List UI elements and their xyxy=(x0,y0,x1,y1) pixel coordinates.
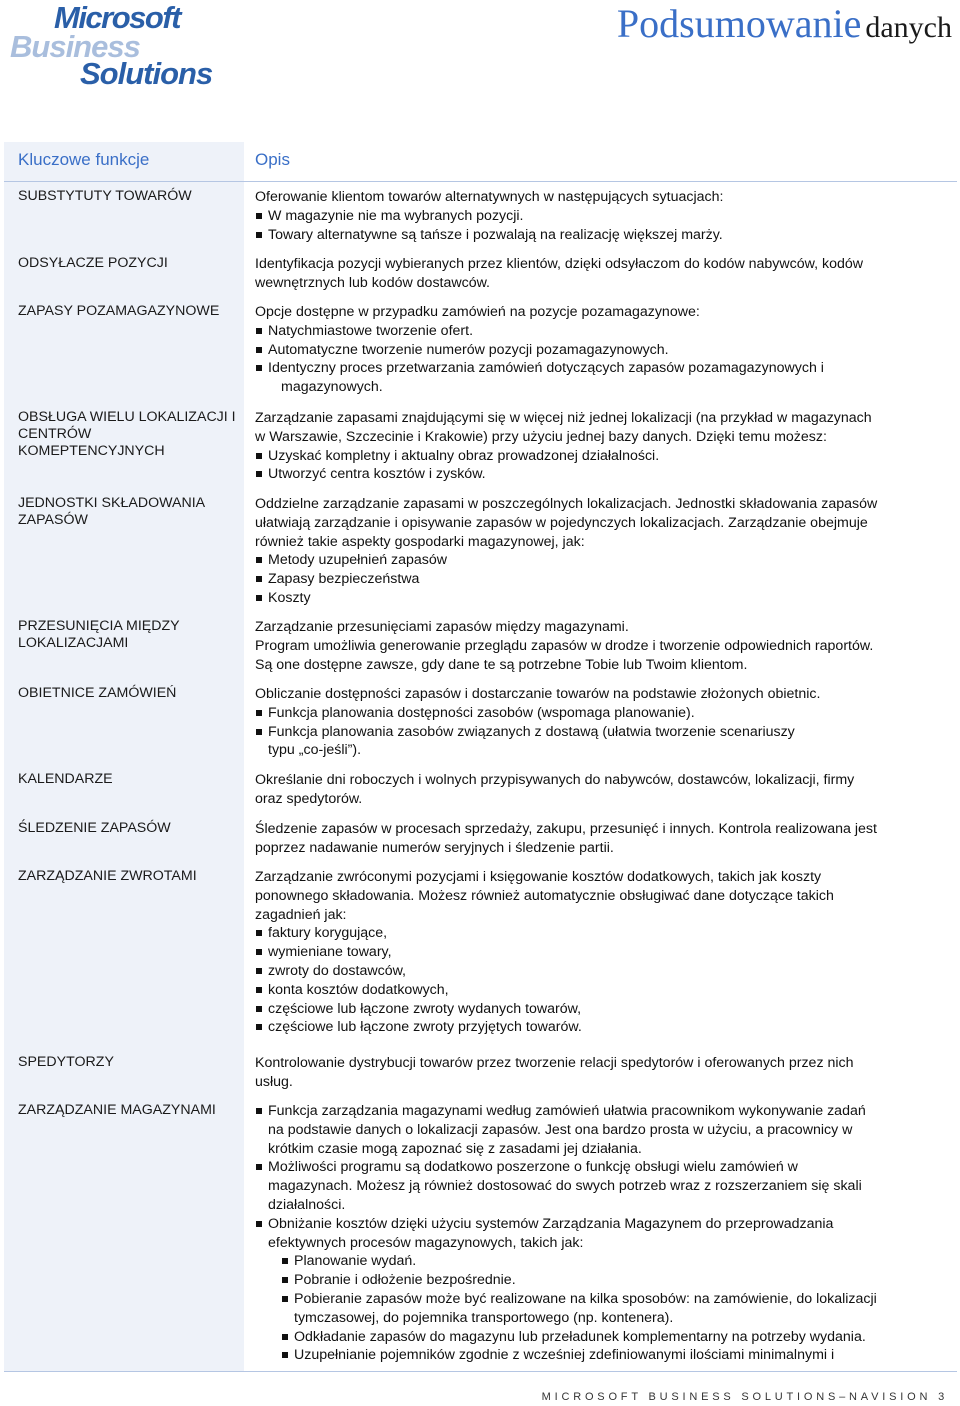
description-bullet: Funkcja planowania zasobów związanych z dostawą (ułatwia tworzenie scenariuszy xyxy=(255,723,955,742)
feature-name: ZARZĄDZANIE MAGAZYNAMI xyxy=(18,1102,216,1118)
description-bullet: Zapasy bezpieczeństwa xyxy=(255,570,955,589)
feature-name xyxy=(18,618,240,652)
feature-name xyxy=(18,495,240,529)
feature-description xyxy=(255,618,955,674)
page-footer: MICROSOFT BUSINESS SOLUTIONS–NAVISION 3 xyxy=(541,1391,948,1403)
feature-name-line: OBSŁUGA WIELU LOKALIZACJI I xyxy=(18,409,236,425)
description-bullet: Towary alternatywne są tańsze i pozwalają na realizację większej marży. xyxy=(255,226,955,245)
description-bullet: W magazynie nie ma wybranych pozycji. xyxy=(255,207,955,226)
logo-line-business: Business xyxy=(10,29,140,64)
feature-name: ZARZĄDZANIE ZWROTAMI xyxy=(18,868,197,884)
description-sub-bullet: Uzupełnianie pojemników zgodnie z wcześniej zdefiniowanymi ilościami minimalnymi i xyxy=(255,1346,955,1365)
feature-name xyxy=(18,409,240,460)
feature-name: ODSYŁACZE POZYCJI xyxy=(18,255,168,271)
description-text: Zarządzanie zwróconymi pozycjami i księgowanie kosztów dodatkowych, takich jak koszty xyxy=(255,869,822,885)
feature-description xyxy=(255,255,955,293)
description-bullet: Uzyskać kompletny i aktualny obraz prowadzonej działalności. xyxy=(255,447,955,466)
description-bullet: Koszty xyxy=(255,589,955,608)
feature-name: ŚLEDZENIE ZAPASÓW xyxy=(18,820,171,836)
feature-name: KALENDARZE xyxy=(18,771,113,787)
description-bullet: Obniżanie kosztów dzięki użyciu systemów Zarządzania Magazynem do przeprowadzania xyxy=(255,1215,955,1234)
description-text: również takie aspekty gospodarki magazynowej, jak: xyxy=(255,533,585,550)
description-bullet: faktury korygujące, xyxy=(255,924,955,943)
description-bullet: Automatyczne tworzenie numerów pozycji pozamagazynowych. xyxy=(255,341,955,360)
feature-name: ZAPASY POZAMAGAZYNOWE xyxy=(18,303,220,319)
description-bullet: Metody uzupełnień zapasów xyxy=(255,551,955,570)
description-bullet: częściowe lub łączone zwroty wydanych towarów, xyxy=(255,1000,955,1019)
feature-name-line: LOKALIZACJAMI xyxy=(18,635,129,651)
logo-line-microsoft: Microsoft xyxy=(54,0,180,35)
description-bullet: Identyczny proces przetwarzania zamówień dotyczących zapasów pozamagazynowych i xyxy=(255,359,955,378)
description-text: Kontrolowanie dystrybucji towarów przez tworzenie relacji spedytorów i oferowanych przez nich xyxy=(255,1055,854,1071)
feature-description xyxy=(255,303,955,397)
description-sub-bullet: Pobieranie zapasów może być realizowane na kilka sposobów: na zamówienie, do lokalizacji xyxy=(255,1290,955,1309)
description-bullet: Utworzyć centra kosztów i zysków. xyxy=(255,465,955,484)
description-bullet-continuation: działalności. xyxy=(268,1196,346,1213)
description-sub-bullet-continuation: tymczasowej, do pojemnika transportowego (np. kontenera). xyxy=(294,1309,674,1326)
column-header-features: Kluczowe funkcje xyxy=(18,150,150,169)
page-title-secondary: danych xyxy=(865,11,952,44)
description-text: Zarządzanie przesunięciami zapasów między magazynami. xyxy=(255,619,629,635)
feature-name-line: JEDNOSTKI SKŁADOWANIA xyxy=(18,495,206,511)
description-text: wewnętrznych lub kodów dostawców. xyxy=(255,274,491,291)
feature-name-line: PRZESUNIĘCIA MIĘDZY xyxy=(18,618,180,634)
description-text: Określanie dni roboczych i wolnych przypisywanych do nabywców, dostawców, lokalizacji, firmy xyxy=(255,772,855,788)
description-text: poprzez nadawanie numerów seryjnych i śledzenie partii. xyxy=(255,839,614,856)
description-sub-bullet: Planowanie wydań. xyxy=(255,1252,955,1271)
description-text: usług. xyxy=(255,1073,293,1090)
description-text: zagadnień jak: xyxy=(255,906,347,923)
description-text: Oferowanie klientom towarów alternatywnych w następujących sytuacjach: xyxy=(255,189,724,205)
description-bullet: Funkcja zarządzania magazynami według zamówień ułatwia pracownikom wykonywanie zadań xyxy=(255,1102,955,1121)
page-title-main: Podsumowanie xyxy=(616,1,862,46)
feature-description xyxy=(255,409,955,484)
description-text: Oddzielne zarządzanie zapasami w poszczególnych lokalizacjach. Jednostki składowania zapasów xyxy=(255,496,878,512)
feature-name-line: ZAPASÓW xyxy=(18,512,88,528)
feature-name: OBIETNICE ZAMÓWIEŃ xyxy=(18,685,177,701)
description-bullet: konta kosztów dodatkowych, xyxy=(255,981,955,1000)
page-title xyxy=(617,0,952,47)
header-divider xyxy=(4,181,957,182)
footer-divider xyxy=(4,1371,957,1372)
description-text: ponownego składowania. Możesz również automatycznie obsługiwać dane dotyczące takich xyxy=(255,887,834,904)
description-text: Program umożliwia generowanie przeglądu zapasów w drodze i tworzenie odpowiednich raportów. xyxy=(255,637,874,654)
feature-name: SUBSTYTUTY TOWARÓW xyxy=(18,188,192,204)
feature-name-line: CENTRÓW KOMEPTENCYJNYCH xyxy=(18,426,165,459)
description-text: Są one dostępne zawsze, gdy dane te są potrzebne Tobie lub Twoim klientom. xyxy=(255,656,748,673)
feature-name: SPEDYTORZY xyxy=(18,1054,114,1070)
logo-line-solutions: Solutions xyxy=(80,56,213,91)
feature-description xyxy=(255,771,955,809)
description-sub-bullet: Odkładanie zapasów do magazynu lub przeładunek komplementarny na potrzeby wydania. xyxy=(255,1328,955,1347)
description-bullet-continuation: efektywnych procesów magazynowych, takich jak: xyxy=(268,1234,584,1251)
description-bullet-continuation: na podstawie danych o lokalizacji zapasów. Jest ona bardzo prosta w użyciu, a pracownicy w xyxy=(268,1121,853,1138)
description-sub-bullet: Pobranie i odłożenie bezpośrednie. xyxy=(255,1271,955,1290)
description-text: Identyfikacja pozycji wybieranych przez klientów, dzięki odsyłaczom do kodów nabywców, kodów xyxy=(255,256,863,272)
description-text: Obliczanie dostępności zapasów i dostarczanie towarów na podstawie złożonych obietnic. xyxy=(255,686,821,702)
description-bullet: częściowe lub łączone zwroty przyjętych towarów. xyxy=(255,1018,955,1037)
column-header-description: Opis xyxy=(255,150,290,169)
description-text: w Warszawie, Szczecinie i Krakowie) przy użyciu jednej bazy danych. Dzięki temu możesz: xyxy=(255,428,827,445)
description-text: oraz spedytorów. xyxy=(255,790,363,807)
description-bullet-continuation: magazynowych. xyxy=(281,379,383,396)
feature-description xyxy=(255,495,955,608)
description-bullet-continuation: magazynach. Możesz ją również dostosować do swych potrzeb wraz z rozszerzaniem się skali xyxy=(268,1178,862,1195)
features-column-background xyxy=(4,142,244,1371)
description-bullet: wymieniane towary, xyxy=(255,943,955,962)
description-text: Śledzenie zapasów w procesach sprzedaży, zakupu, przesunięć i innych. Kontrola realizowana jest xyxy=(255,821,877,837)
description-bullet: Funkcja planowania dostępności zasobów (wspomaga planowanie). xyxy=(255,704,955,723)
description-text: ułatwiają zarządzanie i opisywanie zapasów w pojedynczych lokalizacjach. Zarządzanie obejmuje xyxy=(255,514,868,531)
feature-description xyxy=(255,1054,955,1092)
microsoft-business-solutions-logo xyxy=(8,0,228,91)
feature-description xyxy=(255,1102,955,1365)
description-bullet-continuation: krótkim czasie mogą zapoznać się z zasadami jej działania. xyxy=(268,1140,642,1157)
feature-description xyxy=(255,685,955,760)
description-bullet: Natychmiastowe tworzenie ofert. xyxy=(255,322,955,341)
description-bullet: Możliwości programu są dodatkowo poszerzone o funkcję obsługi wielu zamówień w xyxy=(255,1158,955,1177)
description-text: Zarządzanie zapasami znajdującymi się w więcej niż jednej lokalizacji (na przykład w magazynach xyxy=(255,410,872,426)
feature-description xyxy=(255,868,955,1037)
description-bullet: zwroty do dostawców, xyxy=(255,962,955,981)
description-text: Opcje dostępne w przypadku zamówień na pozycje pozamagazynowe: xyxy=(255,304,700,320)
feature-description xyxy=(255,820,955,858)
feature-description xyxy=(255,188,955,244)
description-bullet-continuation: typu „co-jeśli”). xyxy=(268,742,362,759)
